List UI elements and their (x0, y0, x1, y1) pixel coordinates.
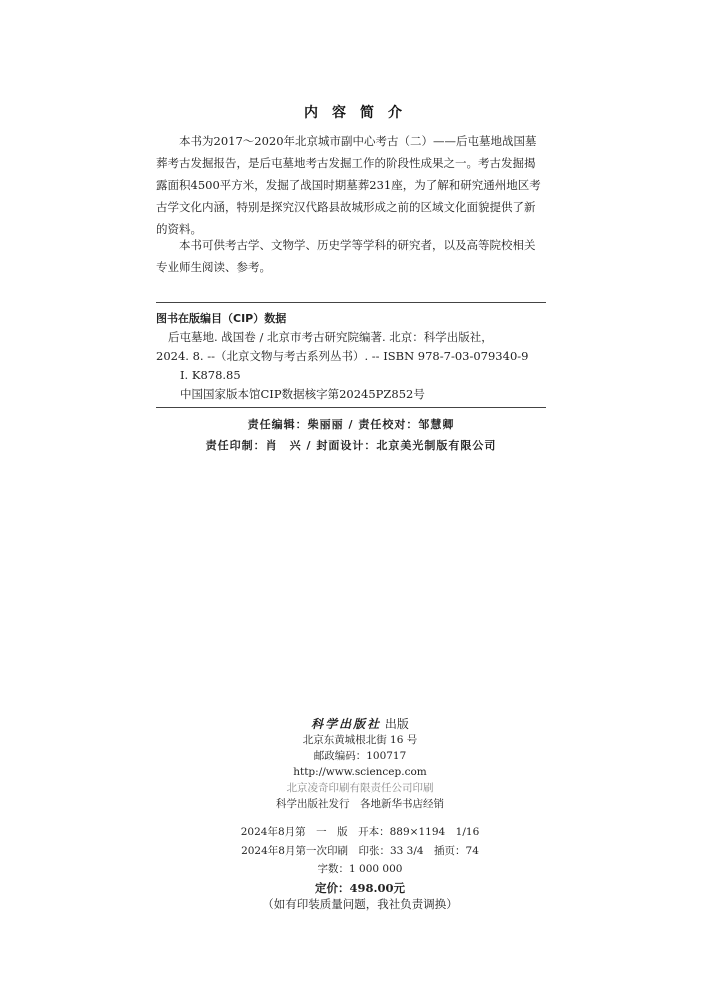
staff-line-2: 责任印制：肖 兴 / 封面设计：北京美光制版有限公司 (205, 439, 497, 452)
cip-line-2: 2024. 8. --（北京文物与考古系列丛书）. -- ISBN 978-7-03-079340-9 (156, 349, 529, 363)
printer-line: 北京凌奇印刷有限责任公司印刷 (286, 782, 434, 794)
intro-paragraph-2: 本书可供考古学、文物学、历史学等学科的研究者，以及高等院校相关专业师生阅读、参考。 (156, 238, 536, 274)
intro-paragraph-1: 本书为2017～2020年北京城市副中心考古（二）——后屯墓地战国墓葬考古发掘报告，是后屯墓地考古发掘工作的阶段性成果之一。考古发掘揭露面积4500平方米，发掘了战国时期墓葬231座，为了解和研究通州地区考古学文化内涵，特别是探究汉代路县故城形成之前的区域文化面貌提供了新的资料。 (156, 134, 541, 236)
publisher-postcode: 邮政编码：100717 (313, 750, 407, 762)
cip-top-rule (156, 302, 546, 303)
publisher-line (0, 716, 720, 732)
page-title: 内容简介 (304, 105, 416, 121)
publisher-address: 北京东黄城根北街 16 号 (302, 734, 418, 746)
cip-bottom-rule (156, 407, 546, 408)
cip-line-3: Ⅰ. K878.85 (180, 368, 241, 382)
publisher-suffix: 出版 (381, 717, 409, 731)
price: 定价：498.00元 (314, 881, 405, 895)
quality-note: （如有印装质量问题，我社负责调换） (262, 897, 458, 911)
edition-line-1: 2024年8月第 一 版 开本：889×1194 1/16 (240, 826, 480, 838)
publisher-logo-text: 科学出版社 (311, 717, 382, 731)
word-count: 字数：1 000 000 (317, 863, 403, 875)
edition-line-2: 2024年8月第一次印刷 印张：33 3/4 插页：74 (241, 845, 479, 857)
cip-line-4: 中国国家版本馆CIP数据核字第20245PZ852号 (180, 387, 425, 401)
distribution-line: 科学出版社发行 各地新华书店经销 (276, 798, 444, 810)
publisher-url: http://www.sciencep.com (293, 766, 427, 778)
staff-line-1: 责任编辑：柴丽丽 / 责任校对：邹慧卿 (247, 418, 455, 431)
cip-heading: 图书在版编目（CIP）数据 (156, 312, 287, 325)
cip-line-1: 后屯墓地. 战国卷 / 北京市考古研究院编著. 北京：科学出版社， (168, 330, 493, 344)
